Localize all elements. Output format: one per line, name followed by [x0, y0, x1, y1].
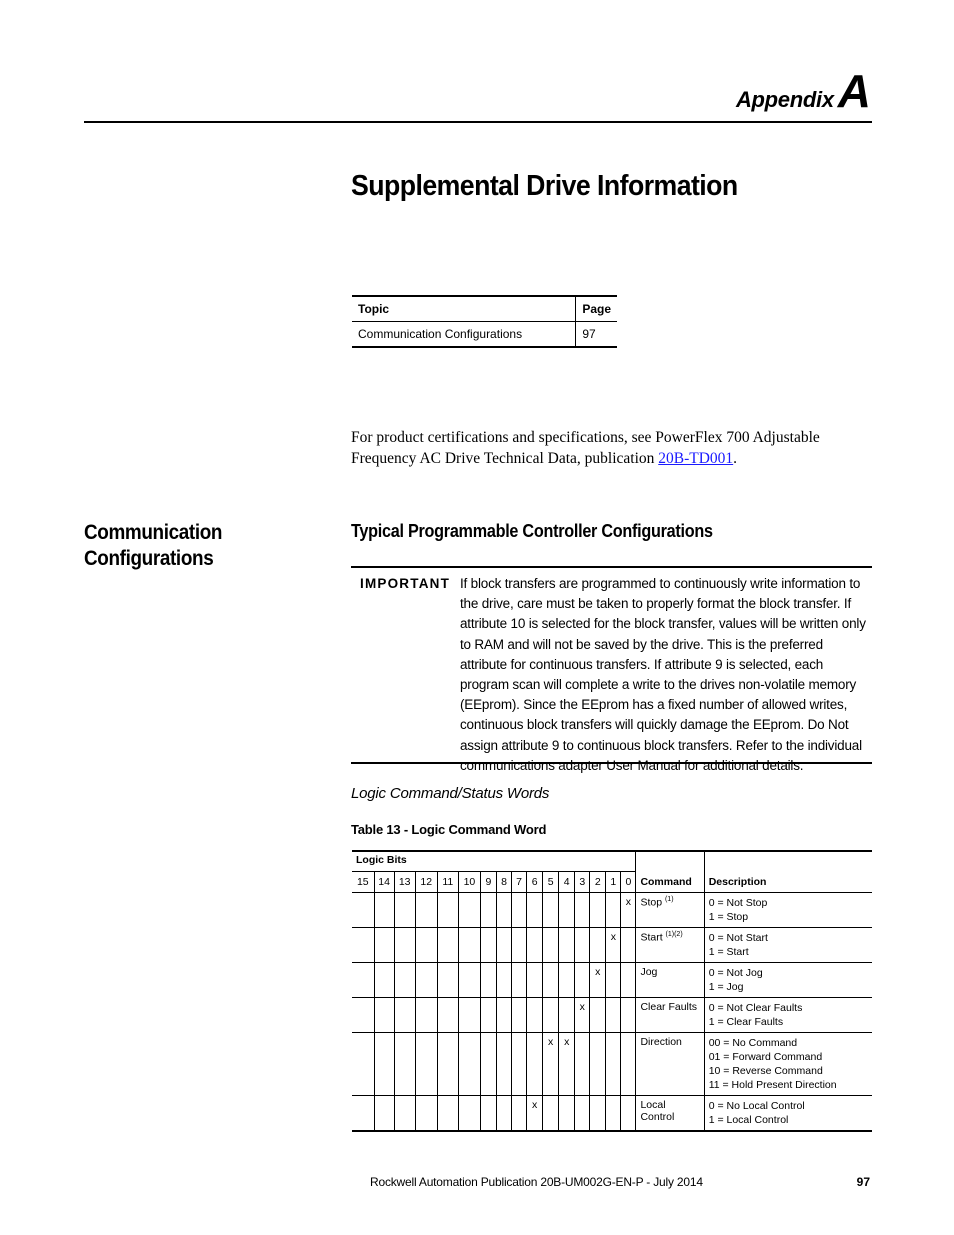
table-row — [352, 998, 872, 1033]
bit-cell — [527, 928, 543, 963]
bit-cell — [374, 1033, 394, 1096]
bit-number: 6 — [527, 872, 543, 893]
bit-cell — [480, 1033, 496, 1096]
bit-cell — [621, 963, 636, 998]
bit-cell — [437, 998, 458, 1033]
bit-cell — [575, 1096, 590, 1132]
bit-cell — [512, 928, 527, 963]
command-header: Command — [636, 851, 704, 893]
bit-cell — [458, 893, 480, 928]
bit-cell — [415, 1033, 437, 1096]
bit-cell — [437, 893, 458, 928]
description-line: 0 = No Local Control — [708, 1100, 805, 1112]
side-heading-line1: Communication — [84, 521, 223, 544]
bit-cell — [512, 1033, 527, 1096]
bit-number: 0 — [621, 872, 636, 893]
description-line: 1 = Clear Faults — [708, 1016, 784, 1028]
bit-cell — [352, 928, 374, 963]
bit-cell — [527, 963, 543, 998]
side-heading — [84, 520, 222, 572]
logic-bits-header: Logic Bits — [352, 851, 636, 872]
bit-cell — [559, 998, 575, 1033]
footer-page-number: 97 — [856, 1175, 870, 1189]
bit-cell — [590, 1033, 606, 1096]
bit-cell — [590, 998, 606, 1033]
bit-cell — [480, 998, 496, 1033]
subsection-heading: Logic Command/Status Words — [351, 785, 550, 802]
header-rule — [84, 121, 872, 123]
publication-link[interactable]: 20B-TD001 — [658, 450, 734, 467]
bit-cell — [415, 1096, 437, 1132]
bit-cell: x — [543, 1033, 559, 1096]
intro-paragraph — [351, 427, 881, 469]
bit-cell — [590, 893, 606, 928]
bit-cell — [559, 893, 575, 928]
bit-cell: x — [575, 998, 590, 1033]
bit-cell — [437, 1096, 458, 1132]
bit-cell — [394, 1033, 415, 1096]
bit-cell — [458, 963, 480, 998]
bit-cell — [606, 963, 621, 998]
bit-cell — [621, 928, 636, 963]
bit-number: 1 — [606, 872, 621, 893]
bit-cell — [543, 893, 559, 928]
bit-cell — [590, 928, 606, 963]
topic-header: Topic — [352, 296, 576, 322]
command-name: Direction — [640, 1036, 682, 1048]
bit-cell — [559, 928, 575, 963]
bit-cell — [606, 1096, 621, 1132]
table-row — [352, 963, 872, 998]
command-name: Start — [640, 931, 663, 944]
appendix-label — [736, 64, 870, 118]
bit-number: 9 — [480, 872, 496, 893]
appendix-letter: A — [837, 65, 870, 117]
page-title: Supplemental Drive Information — [351, 170, 738, 202]
bit-cell — [512, 998, 527, 1033]
bit-number: 11 — [437, 872, 458, 893]
bit-cell — [374, 963, 394, 998]
bit-cell — [458, 998, 480, 1033]
bit-number: 12 — [415, 872, 437, 893]
bit-number: 5 — [543, 872, 559, 893]
bit-cell: x — [559, 1033, 575, 1096]
description-cell — [704, 963, 872, 998]
description-line: 0 = Not Start — [708, 932, 768, 944]
bit-cell — [497, 893, 512, 928]
table-row — [352, 893, 872, 928]
bit-cell — [527, 998, 543, 1033]
bit-cell — [575, 1033, 590, 1096]
bit-cell — [512, 1096, 527, 1132]
bit-cell — [415, 998, 437, 1033]
description-line: 0 = Not Jog — [708, 967, 763, 979]
bit-number: 13 — [394, 872, 415, 893]
bit-cell — [374, 1096, 394, 1132]
page-header: Page — [582, 302, 611, 316]
command-cell — [636, 1033, 704, 1096]
bit-cell — [374, 928, 394, 963]
bit-cell — [480, 963, 496, 998]
topic-table — [352, 295, 617, 348]
bit-cell: x — [527, 1096, 543, 1132]
bit-cell: x — [621, 893, 636, 928]
bit-cell: x — [606, 928, 621, 963]
command-cell — [636, 963, 704, 998]
command-name: Jog — [640, 966, 658, 978]
bit-cell — [437, 963, 458, 998]
bit-cell — [559, 1096, 575, 1132]
bit-cell — [415, 963, 437, 998]
bit-cell — [543, 928, 559, 963]
bit-cell: x — [590, 963, 606, 998]
bit-cell — [394, 1096, 415, 1132]
description-cell — [704, 893, 872, 928]
bit-cell — [497, 1096, 512, 1132]
bit-cell — [352, 1033, 374, 1096]
description-line: 10 = Reverse Command — [708, 1065, 823, 1077]
appendix-word: Appendix — [735, 87, 834, 112]
bit-cell — [621, 1096, 636, 1132]
bit-cell — [437, 928, 458, 963]
bit-cell — [352, 998, 374, 1033]
bit-cell — [559, 963, 575, 998]
description-line: 01 = Forward Command — [708, 1051, 823, 1063]
description-cell — [704, 998, 872, 1033]
bit-cell — [480, 893, 496, 928]
command-name: Local Control — [640, 1099, 675, 1123]
description-cell — [704, 928, 872, 963]
description-line: 1 = Jog — [708, 981, 744, 993]
bit-cell — [437, 1033, 458, 1096]
command-cell — [636, 1096, 704, 1132]
description-cell — [704, 1096, 872, 1132]
table-header-row — [352, 851, 872, 872]
bit-cell — [394, 963, 415, 998]
bit-cell — [575, 893, 590, 928]
table-row — [352, 928, 872, 963]
logic-command-table — [352, 850, 872, 1132]
table-row — [352, 1033, 872, 1096]
bit-cell — [458, 1033, 480, 1096]
bit-cell — [543, 1096, 559, 1132]
bit-cell — [497, 963, 512, 998]
bit-cell — [606, 1033, 621, 1096]
bit-cell — [512, 963, 527, 998]
bit-cell — [374, 998, 394, 1033]
bit-number: 14 — [374, 872, 394, 893]
bit-cell — [394, 893, 415, 928]
footnote-ref[interactable]: (1) — [664, 896, 674, 903]
important-notice — [351, 566, 872, 773]
description-line: 0 = Not Stop — [708, 897, 768, 909]
intro-text-end: . — [733, 450, 738, 467]
bit-number: 7 — [512, 872, 527, 893]
bit-cell — [575, 928, 590, 963]
important-text: If block transfers are programmed to continuously write information to the drive, care must be taken to properly format the block transfer. If attribute 10 is selected for the block transfer, values will be written only to RAM and will not be saved by the drive. This is the preferred attribute for continuous transfers. If attribute 9 is selected, each program scan will complete a write to the drives non-volatile memory (EEprom). Since the EEprom has a fixed number of allowed writes, continuous block transfers will quickly damage the EEprom. Do Not assign attribute 9 to continuous block transfers. Refer to the individual communications adapter User Manual for additional details. — [460, 576, 866, 773]
topic-cell[interactable]: Communication Configurations — [352, 322, 576, 348]
bit-cell — [480, 928, 496, 963]
bit-cell — [352, 963, 374, 998]
bit-number: 15 — [352, 872, 374, 893]
description-line: 1 = Local Control — [708, 1114, 789, 1126]
description-header: Description — [704, 851, 872, 893]
bit-cell — [606, 893, 621, 928]
description-line: 00 = No Command — [708, 1037, 798, 1049]
bit-cell — [415, 893, 437, 928]
command-name: Stop — [640, 896, 663, 909]
description-line: 0 = Not Clear Faults — [708, 1002, 803, 1014]
description-line: 1 = Start — [708, 946, 749, 958]
intro-text: For product certifications and specifications, see PowerFlex 700 Adjustable Frequency AC Drive Technical Data, publication — [351, 429, 820, 467]
bit-cell — [497, 928, 512, 963]
command-name: Clear Faults — [640, 1001, 698, 1013]
table-row — [352, 1096, 872, 1132]
bit-cell — [415, 928, 437, 963]
bit-cell — [606, 998, 621, 1033]
bit-cell — [497, 998, 512, 1033]
command-cell — [636, 928, 704, 963]
bit-number: 10 — [458, 872, 480, 893]
bit-cell — [374, 893, 394, 928]
section-heading: Typical Programmable Controller Configurations — [351, 521, 713, 541]
footer-publication: Rockwell Automation Publication 20B-UM002G-EN-P - July 2014 — [370, 1175, 703, 1189]
bit-cell — [527, 1033, 543, 1096]
side-heading-line2: Configurations — [84, 547, 214, 570]
bit-number: 4 — [559, 872, 575, 893]
bit-number: 8 — [497, 872, 512, 893]
bit-cell — [575, 963, 590, 998]
bit-cell — [352, 893, 374, 928]
bit-cell — [512, 893, 527, 928]
bit-cell — [543, 998, 559, 1033]
bit-cell — [352, 1096, 374, 1132]
table-caption: Table 13 - Logic Command Word — [351, 822, 547, 837]
bit-cell — [527, 893, 543, 928]
important-label: IMPORTANT — [360, 576, 451, 591]
description-line: 11 = Hold Present Direction — [708, 1079, 837, 1091]
page-cell: 97 — [582, 327, 596, 341]
bit-cell — [458, 928, 480, 963]
bit-cell — [394, 998, 415, 1033]
command-cell — [636, 998, 704, 1033]
bit-cell — [394, 928, 415, 963]
bit-number: 2 — [590, 872, 606, 893]
bit-cell — [543, 963, 559, 998]
table-row — [352, 322, 617, 348]
command-cell — [636, 893, 704, 928]
bit-cell — [480, 1096, 496, 1132]
bit-cell — [497, 1033, 512, 1096]
bit-cell — [621, 998, 636, 1033]
bit-cell — [621, 1033, 636, 1096]
bit-cell — [458, 1096, 480, 1132]
footnote-ref[interactable]: (1)(2) — [665, 931, 683, 938]
description-cell — [704, 1033, 872, 1096]
description-line: 1 = Stop — [708, 911, 749, 923]
bit-cell — [590, 1096, 606, 1132]
bit-number: 3 — [575, 872, 590, 893]
